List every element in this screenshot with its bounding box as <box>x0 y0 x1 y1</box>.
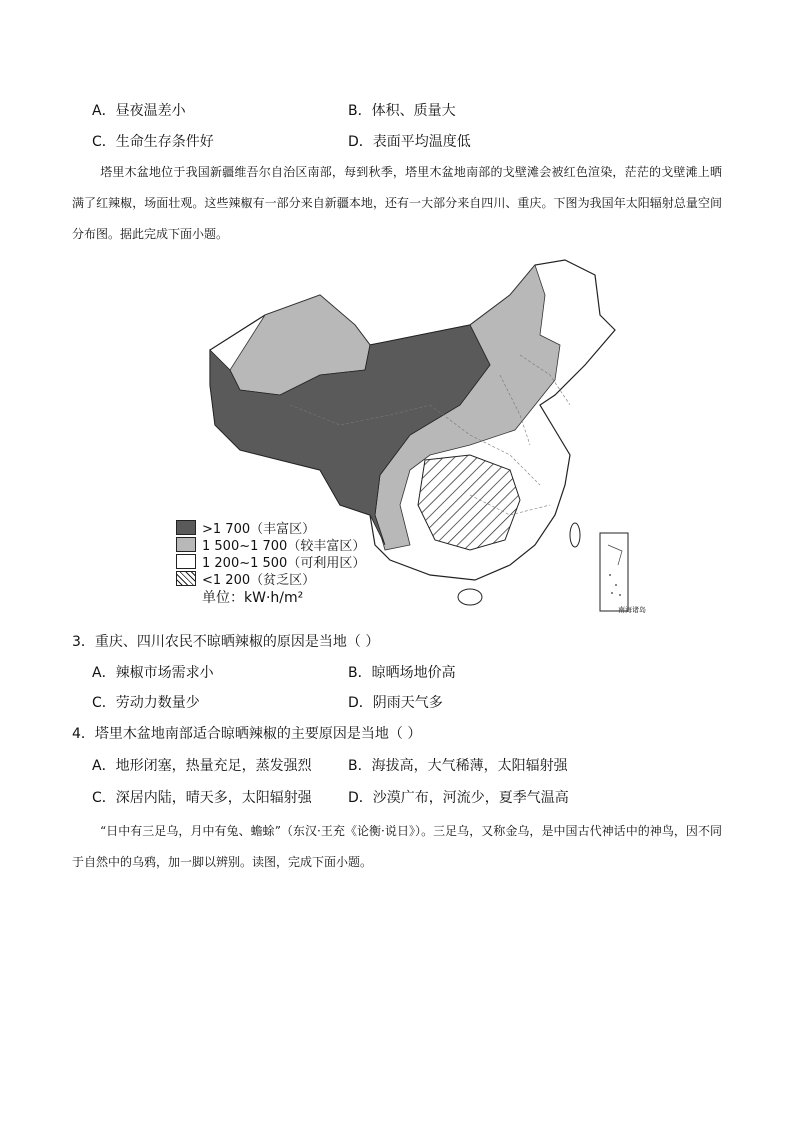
legend-item-poor: <1 200（贫乏区） <box>176 571 365 588</box>
legend-item-rich: >1 700（丰富区） <box>176 520 365 537</box>
inset-label: 南海诸岛 <box>618 606 646 614</box>
legend-item-moderately-rich: 1 500~1 700（较丰富区） <box>176 537 365 554</box>
option-b: B．体积、质量大 <box>348 103 456 119</box>
region-poor <box>418 455 520 550</box>
legend-unit: 单位：kW·h/m² <box>202 590 304 606</box>
q4-option-a: A．地形闭塞，热量充足，蒸发强烈 <box>92 758 312 774</box>
q4-option-d: D．沙漠广布，河流少，夏季气温高 <box>348 790 569 806</box>
question-4-stem: 4．塔里木盆地南部适合晾晒辣椒的主要原因是当地（ ） <box>72 726 422 742</box>
q3-option-d: D．阴雨天气多 <box>348 695 443 711</box>
q3-option-b: B．晾晒场地价高 <box>348 665 456 681</box>
option-d: D．表面平均温度低 <box>348 134 471 150</box>
q3-option-a: A．辣椒市场需求小 <box>92 665 214 681</box>
legend-item-usable: 1 200~1 500（可利用区） <box>176 554 365 571</box>
taiwan-island <box>570 523 580 547</box>
option-c: C．生命生存条件好 <box>92 134 214 150</box>
hainan-island <box>458 589 482 605</box>
q4-option-c: C．深居内陆，晴天多，太阳辐射强 <box>92 790 312 806</box>
inset-south-sea <box>600 533 628 611</box>
q3-option-c: C．劳动力数量少 <box>92 695 200 711</box>
map-legend <box>176 520 365 607</box>
legend-swatch <box>176 537 196 552</box>
legend-swatch <box>176 554 196 569</box>
legend-swatch <box>176 520 196 535</box>
q4-option-b: B．海拔高，大气稀薄，太阳辐射强 <box>348 758 568 774</box>
passage-tarim: 塔里木盆地位于我国新疆维吾尔自治区南部，每到秋季，塔里木盆地南部的戈壁滩会被红色渲染，茫茫的戈壁滩上晒满了红辣椒，场面壮观。这些辣椒有一部分来自新疆本地，还有一大部分来自四川、重庆。下图为我国年太阳辐射总量空间分布图。据此完成下面小题。 <box>72 165 722 241</box>
question-3-stem: 3．重庆、四川农民不晾晒辣椒的原因是当地（ ） <box>72 634 380 650</box>
option-a: A．昼夜温差小 <box>92 103 186 119</box>
legend-swatch-hatched <box>176 571 196 586</box>
passage-three-legged-crow: “日中有三足乌，月中有兔、蟾蜍”（东汉·王充《论衡·说日》）。三足乌，又称金乌，是中国古代神话中的神鸟，因不同于自然中的乌鸦，加一脚以辨别。读图，完成下面小题。 <box>72 824 722 869</box>
